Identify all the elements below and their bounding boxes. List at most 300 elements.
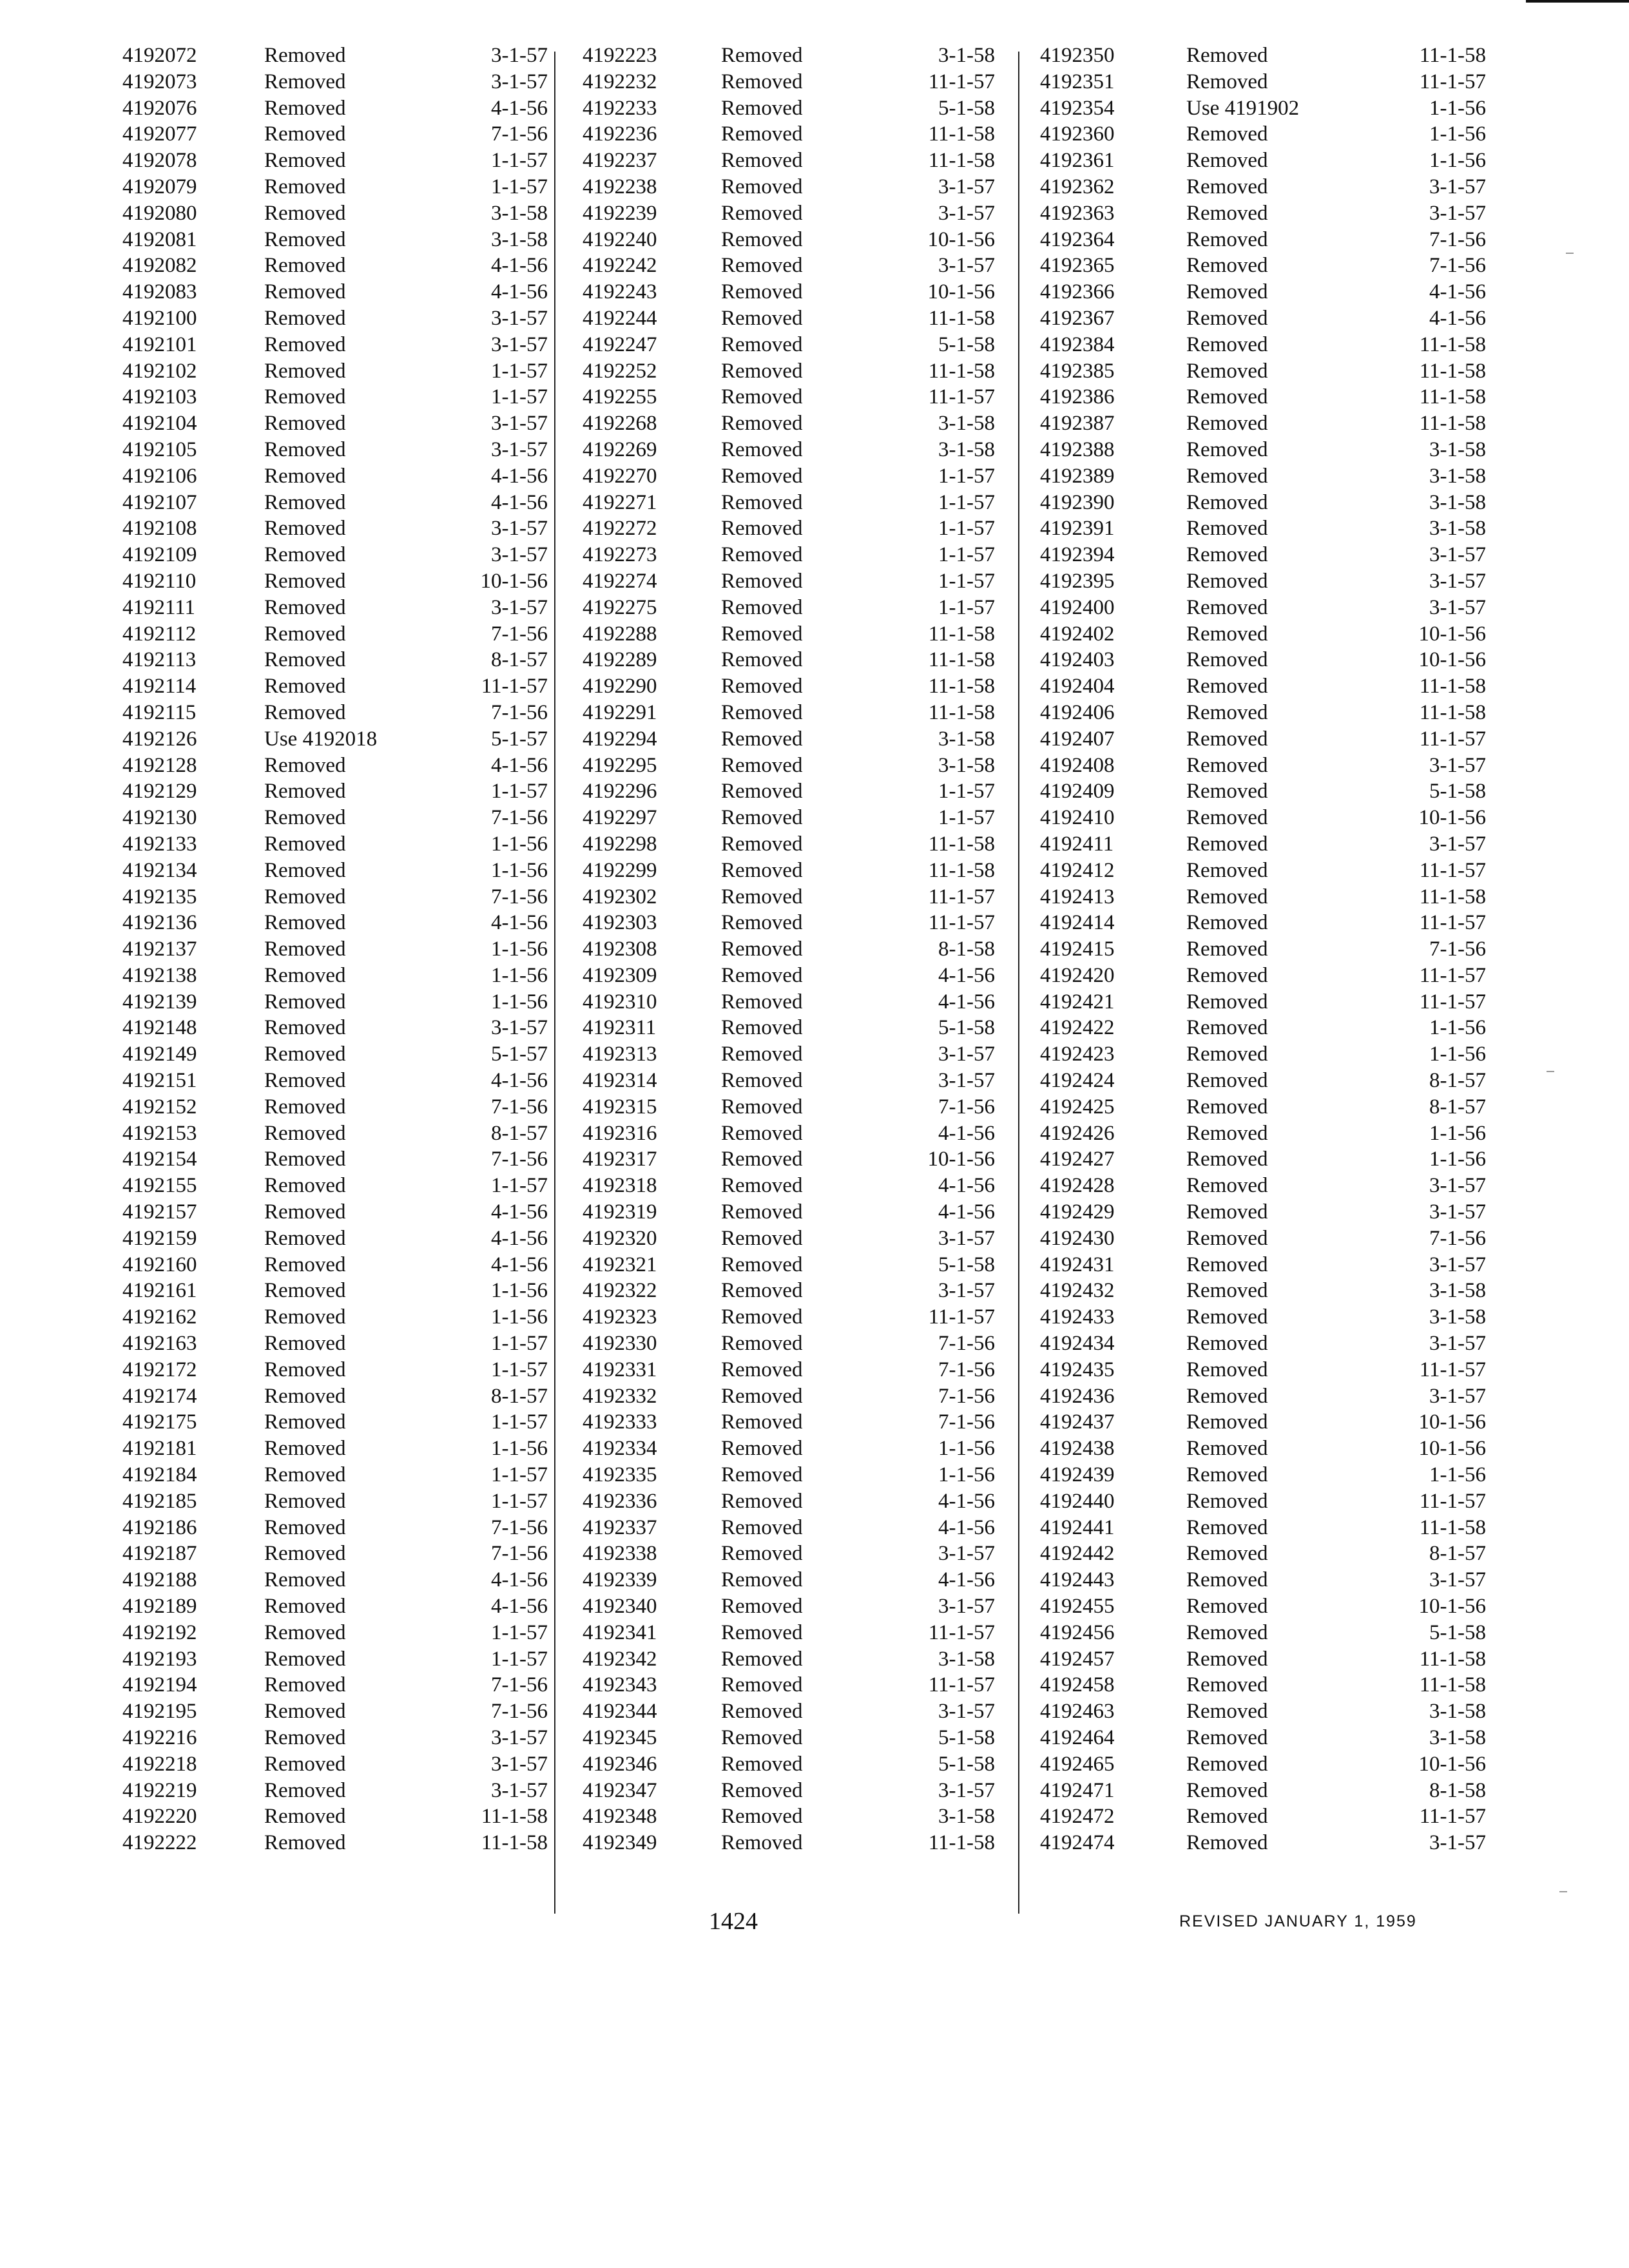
table-row: [557, 1278, 1021, 1304]
table-row: [103, 1146, 548, 1173]
effective-date: 4-1-56: [938, 1489, 995, 1513]
status: Removed: [264, 490, 346, 514]
part-number: 4192386: [1040, 385, 1115, 409]
part-number: 4192151: [122, 1069, 197, 1093]
table-row: [557, 1225, 1021, 1252]
part-number: 4192232: [583, 70, 657, 93]
status: Removed: [721, 227, 803, 251]
status: Removed: [721, 1752, 803, 1776]
status: Removed: [721, 543, 803, 567]
part-number: 4192367: [1040, 306, 1115, 330]
effective-date: 11-1-58: [928, 675, 995, 698]
table-row: [1022, 595, 1486, 621]
table-row: [557, 174, 1021, 200]
part-number: 4192239: [583, 201, 657, 225]
status: Removed: [1186, 1253, 1268, 1276]
part-number: 4192330: [583, 1332, 657, 1356]
part-number: 4192338: [583, 1542, 657, 1566]
status: Removed: [1186, 1305, 1268, 1329]
status: Removed: [721, 517, 803, 541]
status: Removed: [721, 700, 803, 724]
part-number: 4192361: [1040, 149, 1115, 173]
column-divider: [1018, 52, 1019, 1914]
part-number: 4192161: [122, 1279, 197, 1303]
status: Removed: [1186, 1752, 1268, 1776]
effective-date: 11-1-57: [928, 1305, 995, 1329]
table-row: [557, 542, 1021, 568]
status: Removed: [264, 1489, 346, 1513]
part-number: 4192322: [583, 1279, 657, 1303]
table-row: [557, 673, 1021, 700]
status: Removed: [721, 1253, 803, 1276]
status: Removed: [1186, 1200, 1268, 1224]
effective-date: 3-1-58: [1429, 1305, 1486, 1329]
effective-date: 3-1-57: [491, 1778, 548, 1802]
effective-date: 4-1-56: [938, 990, 995, 1014]
status: Removed: [721, 122, 803, 146]
status: Removed: [264, 858, 346, 882]
part-number: 4192346: [583, 1752, 657, 1776]
table-row: [103, 95, 548, 122]
part-number: 4192289: [583, 648, 657, 672]
status: Removed: [1186, 832, 1268, 856]
table-row: [103, 858, 548, 884]
table-row: [1022, 1488, 1486, 1515]
part-number: 4192360: [1040, 122, 1115, 146]
effective-date: 5-1-57: [491, 727, 548, 751]
table-row: [103, 490, 548, 516]
effective-date: 11-1-58: [928, 832, 995, 856]
effective-date: 10-1-56: [1418, 1752, 1486, 1776]
part-number: 4192318: [583, 1174, 657, 1198]
status: Removed: [1186, 543, 1268, 567]
table-row: [557, 989, 1021, 1015]
part-number: 4192309: [583, 963, 657, 987]
effective-date: 10-1-56: [927, 280, 995, 304]
top-rule: [1526, 0, 1629, 3]
part-number: 4192406: [1040, 700, 1115, 724]
effective-date: 7-1-56: [491, 1673, 548, 1697]
effective-date: 3-1-58: [938, 1805, 995, 1829]
table-row: [1022, 279, 1486, 305]
effective-date: 1-1-56: [1429, 149, 1486, 173]
part-number: 4192134: [122, 858, 197, 882]
part-number: 4192317: [583, 1148, 657, 1171]
effective-date: 1-1-56: [1429, 1121, 1486, 1145]
status: Removed: [721, 1174, 803, 1198]
table-row: [1022, 253, 1486, 279]
part-number: 4192274: [583, 569, 657, 593]
table-row: [557, 963, 1021, 989]
table-row: [1022, 1199, 1486, 1225]
part-number: 4192316: [583, 1121, 657, 1145]
status: Removed: [721, 306, 803, 330]
status: Removed: [721, 1673, 803, 1697]
part-number: 4192331: [583, 1358, 657, 1381]
status: Removed: [264, 1700, 346, 1724]
status: Removed: [264, 911, 346, 935]
table-row: [557, 1567, 1021, 1593]
table-row: [557, 884, 1021, 910]
effective-date: 1-1-56: [1429, 1463, 1486, 1487]
table-row: [103, 753, 548, 779]
part-number: 4192105: [122, 437, 197, 461]
part-number: 4192080: [122, 201, 197, 225]
effective-date: 1-1-57: [938, 543, 995, 567]
table-row: [1022, 805, 1486, 831]
effective-date: 3-1-58: [1429, 517, 1486, 541]
table-row: [1022, 831, 1486, 858]
effective-date: 7-1-56: [491, 1148, 548, 1171]
effective-date: 1-1-56: [1429, 1148, 1486, 1171]
table-row: [103, 963, 548, 989]
table-row: [103, 305, 548, 332]
status: Removed: [1186, 700, 1268, 724]
part-number: 4192420: [1040, 963, 1115, 987]
table-row: [103, 700, 548, 726]
status: Removed: [721, 1595, 803, 1619]
effective-date: 11-1-58: [1419, 675, 1486, 698]
status: Removed: [721, 1515, 803, 1539]
part-number: 4192162: [122, 1305, 197, 1329]
status: Removed: [721, 1463, 803, 1487]
status: Removed: [1186, 201, 1268, 225]
table-row: [1022, 1357, 1486, 1383]
status: Removed: [721, 1568, 803, 1592]
effective-date: 3-1-57: [491, 437, 548, 461]
status: Removed: [1186, 858, 1268, 882]
effective-date: 3-1-57: [1429, 595, 1486, 619]
status: Removed: [264, 1384, 346, 1408]
effective-date: 3-1-57: [938, 1595, 995, 1619]
table-row: [103, 1383, 548, 1410]
table-row: [103, 69, 548, 95]
table-row: [1022, 700, 1486, 726]
status: Removed: [1186, 1831, 1268, 1855]
part-number: 4192109: [122, 543, 197, 567]
status: Removed: [264, 753, 346, 777]
status: Removed: [1186, 149, 1268, 173]
effective-date: 3-1-57: [938, 1043, 995, 1066]
part-number: 4192268: [583, 412, 657, 436]
status: Removed: [264, 1095, 346, 1119]
table-row: [103, 384, 548, 410]
status: Removed: [264, 622, 346, 646]
table-row: [557, 1462, 1021, 1488]
effective-date: 8-1-57: [491, 1121, 548, 1145]
effective-date: 1-1-56: [491, 1437, 548, 1461]
status: Removed: [1186, 1489, 1268, 1513]
part-number: 4192242: [583, 254, 657, 278]
part-number: 4192474: [1040, 1831, 1115, 1855]
status: Removed: [1186, 1620, 1268, 1644]
status: Use 4192018: [264, 727, 378, 751]
table-row: [103, 1515, 548, 1541]
status: Removed: [721, 1358, 803, 1381]
part-number: 4192240: [583, 227, 657, 251]
effective-date: 11-1-58: [928, 149, 995, 173]
status: Removed: [264, 280, 346, 304]
table-row: [1022, 726, 1486, 753]
table-row: [557, 1698, 1021, 1725]
status: Removed: [1186, 280, 1268, 304]
table-row: [557, 1015, 1021, 1041]
effective-date: 11-1-58: [928, 858, 995, 882]
effective-date: 4-1-56: [491, 464, 548, 488]
part-number: 4192106: [122, 464, 197, 488]
effective-date: 4-1-56: [938, 1121, 995, 1145]
table-row: [1022, 1646, 1486, 1673]
table-row: [557, 1830, 1021, 1856]
effective-date: 3-1-58: [938, 753, 995, 777]
effective-date: 3-1-58: [1429, 1279, 1486, 1303]
table-row: [103, 1278, 548, 1304]
part-number: 4192362: [1040, 175, 1115, 198]
status: Removed: [1186, 1174, 1268, 1198]
status: Removed: [1186, 332, 1268, 356]
effective-date: 5-1-58: [1429, 780, 1486, 803]
part-number: 4192136: [122, 911, 197, 935]
part-number: 4192422: [1040, 1016, 1115, 1040]
effective-date: 11-1-57: [481, 675, 548, 698]
status: Removed: [264, 1200, 346, 1224]
part-number: 4192163: [122, 1332, 197, 1356]
effective-date: 11-1-57: [928, 70, 995, 93]
table-row: [103, 1199, 548, 1225]
effective-date: 4-1-56: [491, 1226, 548, 1250]
effective-date: 7-1-56: [938, 1095, 995, 1119]
table-row: [557, 1620, 1021, 1646]
table-row: [1022, 69, 1486, 95]
part-number: 4192439: [1040, 1463, 1115, 1487]
table-row: [557, 1593, 1021, 1620]
status: Removed: [721, 149, 803, 173]
part-number: 4192252: [583, 359, 657, 383]
effective-date: 3-1-57: [491, 412, 548, 436]
table-row: [103, 1015, 548, 1041]
effective-date: 3-1-57: [938, 1226, 995, 1250]
table-row: [557, 279, 1021, 305]
effective-date: 3-1-57: [1429, 201, 1486, 225]
status: Removed: [1186, 1673, 1268, 1697]
part-number: 4192426: [1040, 1121, 1115, 1145]
effective-date: 4-1-56: [938, 1568, 995, 1592]
effective-date: 7-1-56: [491, 885, 548, 908]
part-number: 4192455: [1040, 1595, 1115, 1619]
part-number: 4192188: [122, 1568, 197, 1592]
part-number: 4192354: [1040, 96, 1115, 120]
effective-date: 4-1-56: [938, 963, 995, 987]
effective-date: 7-1-56: [491, 1095, 548, 1119]
table-row: [1022, 1041, 1486, 1068]
part-number: 4192302: [583, 885, 657, 908]
part-number: 4192290: [583, 675, 657, 698]
status: Removed: [1186, 359, 1268, 383]
status: Removed: [264, 648, 346, 672]
effective-date: 3-1-57: [491, 70, 548, 93]
effective-date: 3-1-57: [938, 1542, 995, 1566]
effective-date: 1-1-57: [938, 595, 995, 619]
table-row: [557, 1383, 1021, 1410]
effective-date: 7-1-56: [491, 1700, 548, 1724]
table-row: [1022, 332, 1486, 358]
effective-date: 1-1-56: [1429, 1016, 1486, 1040]
status: Removed: [264, 1542, 346, 1566]
effective-date: 7-1-56: [491, 700, 548, 724]
part-number: 4192347: [583, 1778, 657, 1802]
part-number: 4192078: [122, 149, 197, 173]
table-row: [103, 148, 548, 174]
effective-date: 3-1-57: [938, 254, 995, 278]
table-row: [1022, 95, 1486, 122]
status: Removed: [721, 44, 803, 67]
part-number: 4192223: [583, 44, 657, 67]
status: Removed: [264, 96, 346, 120]
table-row: [557, 1646, 1021, 1673]
status: Removed: [264, 359, 346, 383]
table-row: [103, 1803, 548, 1830]
table-row: [1022, 490, 1486, 516]
part-number: 4192395: [1040, 569, 1115, 593]
status: Removed: [264, 437, 346, 461]
table-row: [1022, 1803, 1486, 1830]
column-divider: [554, 52, 555, 1914]
effective-date: 3-1-57: [1429, 1831, 1486, 1855]
table-row: [1022, 358, 1486, 385]
table-row: [1022, 1541, 1486, 1567]
status: Removed: [721, 990, 803, 1014]
effective-date: 3-1-57: [491, 517, 548, 541]
effective-date: 1-1-56: [491, 1279, 548, 1303]
part-number: 4192463: [1040, 1700, 1115, 1724]
table-row: [557, 1803, 1021, 1830]
table-row: [1022, 1436, 1486, 1462]
effective-date: 1-1-56: [491, 937, 548, 961]
table-row: [103, 568, 548, 595]
effective-date: 1-1-56: [491, 858, 548, 882]
part-number: 4192102: [122, 359, 197, 383]
table-row: [1022, 1383, 1486, 1410]
effective-date: 1-1-57: [491, 149, 548, 173]
effective-date: 3-1-58: [938, 727, 995, 751]
part-number: 4192126: [122, 727, 197, 751]
table-row: [557, 726, 1021, 753]
effective-date: 7-1-56: [1429, 254, 1486, 278]
table-row: [557, 910, 1021, 936]
effective-date: 1-1-57: [491, 1332, 548, 1356]
status: Removed: [1186, 937, 1268, 961]
effective-date: 10-1-56: [480, 569, 548, 593]
effective-date: 3-1-58: [938, 1647, 995, 1671]
part-number: 4192137: [122, 937, 197, 961]
table-row: [1022, 1146, 1486, 1173]
part-number: 4192072: [122, 44, 197, 67]
column-1: [103, 43, 548, 1856]
effective-date: 11-1-57: [1419, 1489, 1486, 1513]
status: Removed: [264, 254, 346, 278]
table-row: [103, 227, 548, 253]
part-number: 4192442: [1040, 1542, 1115, 1566]
table-row: [557, 647, 1021, 673]
table-row: [103, 1830, 548, 1856]
table-row: [103, 1541, 548, 1567]
effective-date: 3-1-57: [1429, 1332, 1486, 1356]
effective-date: 10-1-56: [927, 1148, 995, 1171]
table-row: [557, 43, 1021, 69]
status: Removed: [721, 806, 803, 830]
table-row: [103, 174, 548, 200]
table-row: [557, 936, 1021, 963]
status: Removed: [721, 937, 803, 961]
part-number: 4192111: [122, 595, 196, 619]
status: Removed: [264, 885, 346, 908]
effective-date: 5-1-58: [938, 1016, 995, 1040]
effective-date: 4-1-56: [938, 1174, 995, 1198]
effective-date: 11-1-58: [928, 359, 995, 383]
effective-date: 5-1-58: [938, 96, 995, 120]
effective-date: 7-1-56: [491, 1542, 548, 1566]
table-row: [103, 1593, 548, 1620]
table-row: [557, 568, 1021, 595]
part-number: 4192247: [583, 332, 657, 356]
part-number: 4192425: [1040, 1095, 1115, 1119]
table-row: [1022, 647, 1486, 673]
effective-date: 10-1-56: [1418, 622, 1486, 646]
table-row: [103, 1488, 548, 1515]
effective-date: 1-1-56: [491, 963, 548, 987]
effective-date: 11-1-58: [928, 122, 995, 146]
table-row: [557, 1252, 1021, 1278]
table-row: [103, 1646, 548, 1673]
status: Removed: [1186, 595, 1268, 619]
status: Removed: [264, 385, 346, 409]
status: Removed: [1186, 70, 1268, 93]
status: Removed: [721, 1620, 803, 1644]
effective-date: 10-1-56: [1418, 1410, 1486, 1434]
status: Removed: [721, 1647, 803, 1671]
table-row: [103, 1567, 548, 1593]
status: Removed: [1186, 44, 1268, 67]
status: Removed: [1186, 1778, 1268, 1802]
status: Removed: [264, 201, 346, 225]
effective-date: 11-1-58: [928, 1831, 995, 1855]
effective-date: 11-1-58: [928, 648, 995, 672]
effective-date: 3-1-58: [491, 227, 548, 251]
status: Removed: [1186, 780, 1268, 803]
part-number: 4192394: [1040, 543, 1115, 567]
table-row: [103, 1120, 548, 1147]
scan-mark: [1559, 1891, 1567, 1892]
status: Removed: [721, 201, 803, 225]
table-row: [557, 621, 1021, 648]
table-row: [103, 1331, 548, 1357]
effective-date: 11-1-58: [1419, 1673, 1486, 1697]
effective-date: 3-1-57: [491, 595, 548, 619]
status: Removed: [1186, 1568, 1268, 1592]
table-row: [103, 884, 548, 910]
status: Removed: [264, 569, 346, 593]
effective-date: 1-1-57: [491, 1174, 548, 1198]
part-number: 4192157: [122, 1200, 197, 1224]
status: Removed: [721, 1043, 803, 1066]
part-number: 4192296: [583, 780, 657, 803]
effective-date: 8-1-57: [1429, 1069, 1486, 1093]
table-row: [103, 200, 548, 227]
part-number: 4192350: [1040, 44, 1115, 67]
table-row: [1022, 1672, 1486, 1698]
effective-date: 11-1-58: [481, 1805, 548, 1829]
part-number: 4192189: [122, 1595, 197, 1619]
